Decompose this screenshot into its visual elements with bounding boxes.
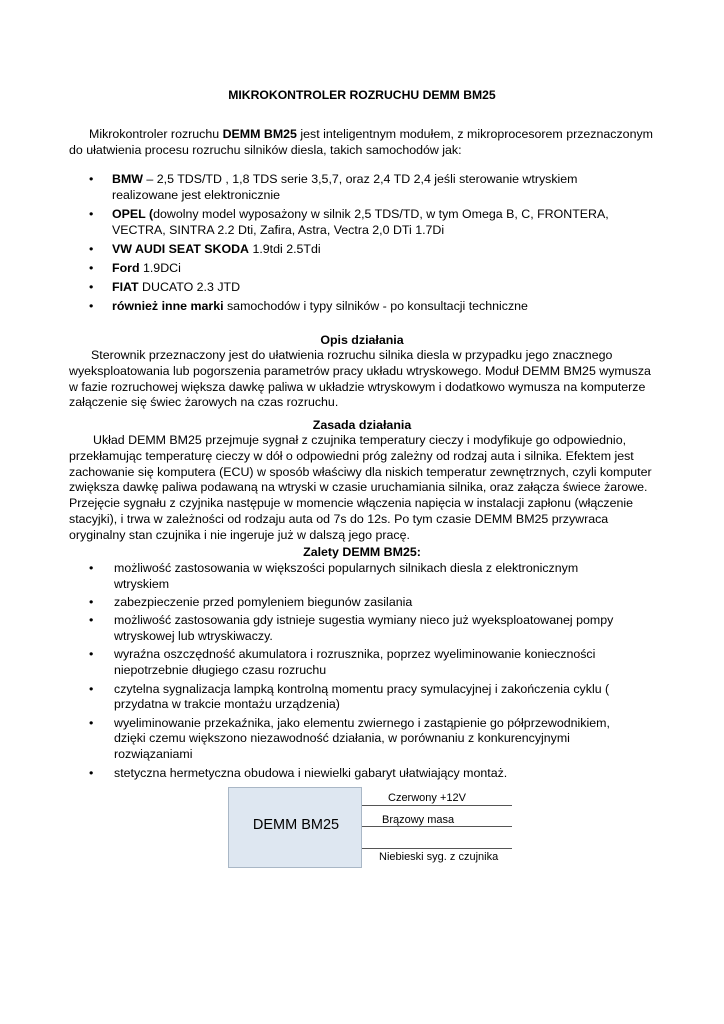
intro-paragraph: Mikrokontroler rozruchu DEMM BM25 jest inteligentnym modułem, z mikroprocesorem przeznaczonym do ułatwienia procesu rozruchu silników diesla, takich samochodów jak: [69,127,653,157]
module-box [228,787,362,868]
list-item: • BMW – 2,5 TDS/TD , 1,8 TDS serie 3,5,7, oraz 2,4 TD 2,4 jeśli sterowanie wtryskiem realizowane jest elektronicznie [89,172,578,202]
list-item: • również inne marki samochodów i typy silników - po konsultacji techniczne [89,298,528,313]
list-item: • czytelna sygnalizacja lampką kontrolną momentu pracy symulacyjnej i zakończenia cyklu ( przydatna w trakcie montażu urządzenia) [89,681,610,712]
wire-blue [362,848,512,849]
list-item: • wyraźna oszczędność akumulatora i rozrusznika, poprzez wyeliminowanie konieczności niepotrzebnie długiego czasu rozruchu [89,647,596,678]
list-item: • FIAT DUCATO 2.3 JTD [89,279,241,294]
wire-label-brown: Brązowy masa [382,814,455,826]
zasada-heading: Zasada działania [312,418,412,432]
list-item: • OPEL (dowolny model wyposażony w silnik 2,5 TDS/TD, w tym Omega B, C, FRONTERA, VECTRA, SINTRA 2.2 Dti, Zafira, Astra, Vectra 2,0 DTi 1.7Di [89,206,609,237]
document-title: MIKROKONTROLER ROZRUCHU DEMM BM25 [228,88,496,102]
list-item: • zabezpieczenie przed pomyleniem biegunów zasilania [89,595,413,610]
module-label: DEMM BM25 [252,817,340,833]
car-list [0,172,724,318]
zasada-paragraph: Układ DEMM BM25 przejmuje sygnał z czujnika temperatury cieczy i modyfikuje go odpowiednio, przekłamując temperaturę cieczy w dół o odpowiedni próg zależny od rodzaj auta i silnika. Efektem jest zachowanie się komputera (ECU) w sposób właściwy dla niskich temperatur zewnętrznych, czyli komputer zwiększa dawkę paliwa podawaną na wtryski w czasie uruchamiania silnika, oraz załącza świece żarowe. Przejęcie sygnału z czyjnika następuje w momencie włączenia napięcia w instalacji zapłonu (włączenie stacyjki), i trwa w zależności od rodzaju auta od 7s do 12s. Po tym czasie DEMM BM25 przywraca oryginalny stan czujnika i nie ingeruje już w dalszą jego pracę. [69,433,652,542]
opis-paragraph: Sterownik przeznaczony jest do ułatwienia rozruchu silnika diesla w przypadku jego znacznego wyeksploatowania lub pogorszenia parametrów pracy układu wtryskowego. Moduł DEMM BM25 wymusza w fazie rozruchowej większa dawkę paliwa w układzie wtryskowym i dodatkowo wymusza na komputerze załączenie się świec żarowych na czas rozruchu. [69,348,651,410]
list-item: • VW AUDI SEAT SKODA 1.9tdi 2.5Tdi [89,241,321,256]
wire-label-red: Czerwony +12V [388,792,466,804]
list-item: • możliwość zastosowania gdy istnieje sugestia wymiany nieco już wyeksploatowanej pompy wtryskowej lub wtryskiwaczy. [89,613,614,644]
wire-label-blue: Niebieski syg. z czujnika [379,851,499,863]
opis-heading: Opis działania [320,333,404,347]
advantages-list [0,561,724,784]
list-item: • możliwość zastosowania w większości popularnych silnikach diesla z elektronicznym wtryskiem [89,561,579,591]
zalety-heading: Zalety DEMM BM25: [303,545,421,559]
list-item: • Ford 1.9DCi [89,260,181,275]
list-item: • wyeliminowanie przekaźnika, jako elementu zwiernego i zastąpienie go półprzewodnikiem, dzięki czemu większono niezawodność działania, w porównaniu z konkurencyjnymi rozwiązaniami [89,715,610,762]
list-item: • stetyczna hermetyczna obudowa i niewielki gabaryt ułatwiający montaż. [89,765,508,780]
